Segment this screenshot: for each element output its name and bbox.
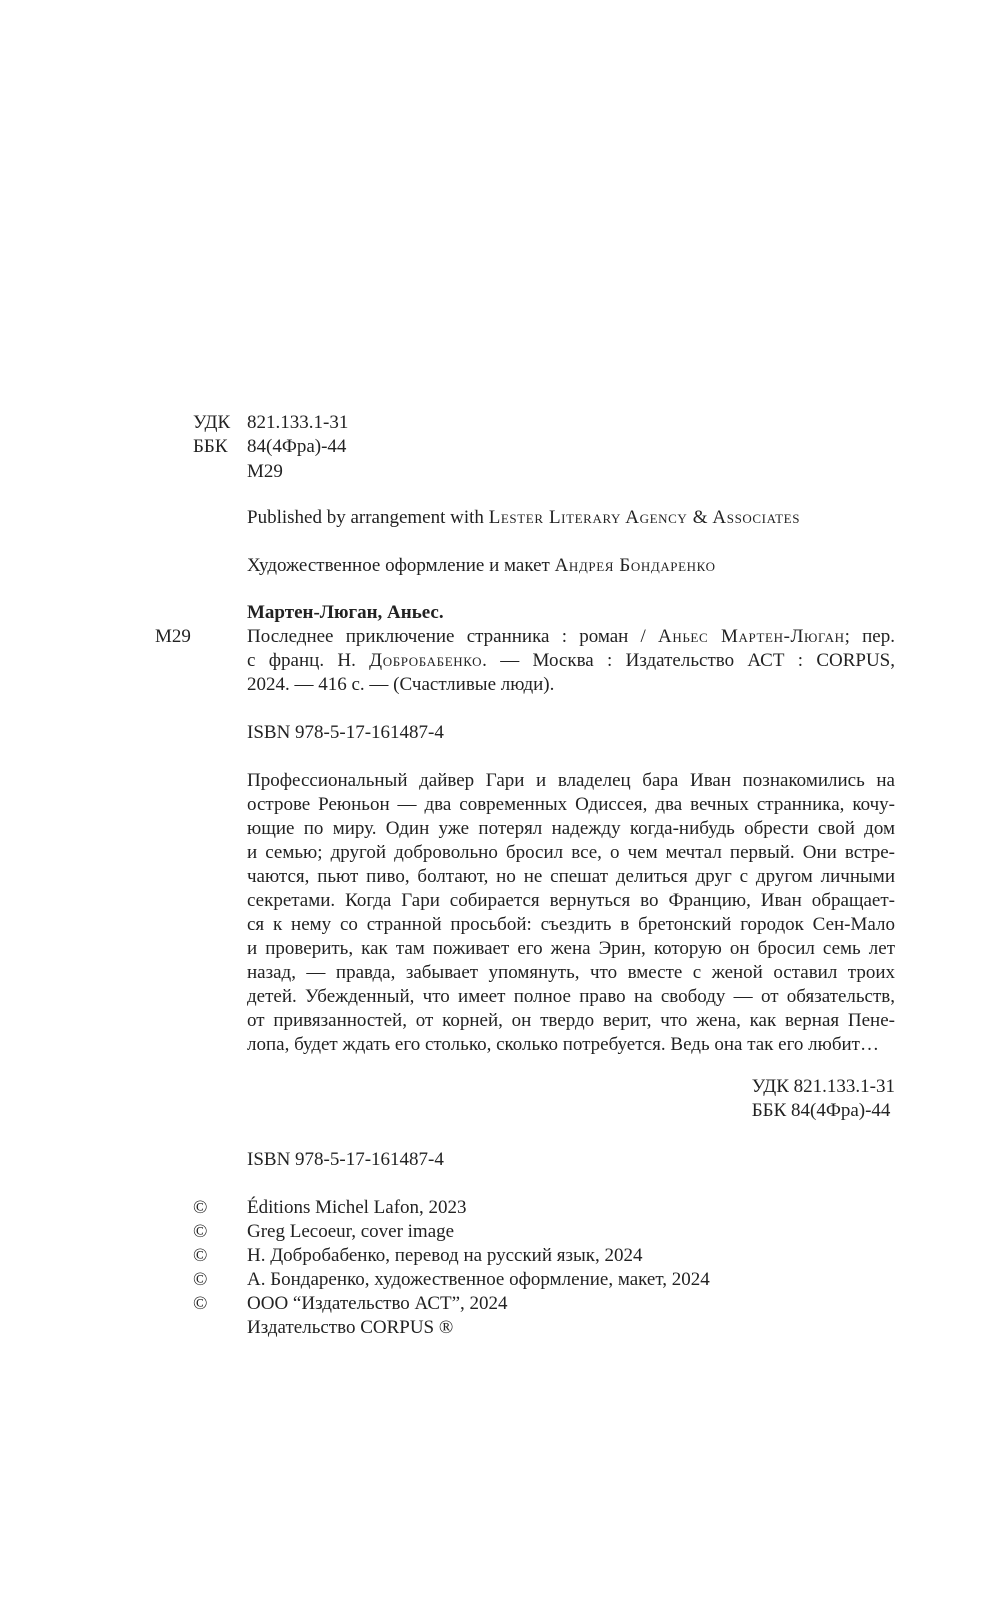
isbn-bottom: ISBN 978-5-17-161487-4 bbox=[247, 1149, 444, 1170]
bibliography-line-1: Последнее приключение странника : роман / Аньес Мартен-Люган; пер. bbox=[247, 626, 895, 647]
copyright-symbol: © bbox=[193, 1293, 208, 1314]
udk-label: УДК bbox=[193, 412, 231, 433]
annotation-line: ющие по миру. Один уже потерял надежду когда-нибудь обрести свой дом bbox=[247, 818, 895, 839]
annotation-line: назад, — правда, забывает упомянуть, что вместе с женой оставил троих bbox=[247, 962, 895, 983]
codes-bottom bbox=[752, 1075, 895, 1123]
bibliography-line-3: 2024. — 416 с. — (Счастливые люди). bbox=[247, 674, 555, 695]
annotation-line: секретами. Когда Гари собирается вернуться во Францию, Иван обращает- bbox=[247, 890, 895, 911]
copyright-symbol: © bbox=[193, 1197, 208, 1218]
annotation-line: детей. Убежденный, что имеет полное право на свободу — от обязательств, bbox=[247, 986, 895, 1007]
bbk-bottom: ББК 84(4Фра)-44 bbox=[751, 1100, 891, 1121]
copyright-item: А. Бондаренко, художественное оформление, макет, 2024 bbox=[247, 1269, 710, 1290]
bibliography-line-2: с франц. Н. Добробабенко. — Москва : Издательство АСТ : CORPUS, bbox=[247, 650, 896, 671]
bbk-value: 84(4Фра)-44 bbox=[247, 436, 347, 457]
annotation-line: чаются, пьют пиво, болтают, но не спешат делиться друг с другом личными bbox=[247, 866, 895, 887]
bibliography-record bbox=[247, 625, 895, 697]
isbn-top: ISBN 978-5-17-161487-4 bbox=[247, 722, 444, 743]
copyright-symbol: © bbox=[193, 1269, 208, 1290]
design-designer: Андрея Бондаренко bbox=[554, 555, 716, 576]
bibliography-translator: Добробабенко bbox=[369, 650, 483, 671]
udk-value: 821.133.1-31 bbox=[247, 412, 349, 433]
copyright-item: ООО “Издательство АСТ”, 2024 bbox=[247, 1293, 508, 1314]
publisher-line: Издательство CORPUS ® bbox=[247, 1317, 454, 1338]
annotation-line: ся к нему со странной просьбой: съездить в бретонский городок Сен-Мало bbox=[247, 914, 895, 935]
copyright-item: Éditions Michel Lafon, 2023 bbox=[247, 1197, 467, 1218]
design-credit bbox=[247, 554, 895, 578]
rights-agency: Lester Literary Agency & Associates bbox=[488, 507, 801, 528]
copyright-item: Greg Lecoeur, cover image bbox=[247, 1221, 455, 1242]
copyright-item: Н. Добробабенко, перевод на русский язык, 2024 bbox=[247, 1245, 643, 1266]
annotation-line: и проверить, как там поживает его жена Эрин, которую он бросил семь лет bbox=[247, 938, 895, 959]
annotation-line: от привязанностей, от корней, он твердо верит, что жена, как верная Пене- bbox=[247, 1010, 895, 1031]
annotation-line: острове Реюньон — два современных Одиссея, два вечных странника, кочу- bbox=[247, 794, 895, 815]
annotation-line: Профессиональный дайвер Гари и владелец бара Иван познакомились на bbox=[247, 770, 895, 791]
annotation-line: и семью; другой добровольно бросил все, о чем мечтал первый. Они встре- bbox=[247, 842, 895, 863]
annotation bbox=[247, 769, 895, 1057]
rights-prefix: Published by arrangement with bbox=[247, 507, 489, 528]
copyright-symbol: © bbox=[193, 1245, 208, 1266]
design-prefix: Художественное оформление и макет bbox=[247, 555, 555, 576]
annotation-line: лопа, будет ждать его столько, сколько потребуется. Ведь она так его любит… bbox=[247, 1034, 879, 1055]
bbk-label: ББК bbox=[193, 436, 228, 457]
bibliography-margin-mark: М29 bbox=[155, 626, 191, 647]
bibliography-author: Аньес Мартен-Люган bbox=[658, 626, 845, 647]
udk-bottom: УДК 821.133.1-31 bbox=[751, 1076, 895, 1097]
author-heading: Мартен-Люган, Аньес. bbox=[247, 602, 444, 623]
rights-line bbox=[247, 506, 895, 530]
copyright-symbol: © bbox=[193, 1221, 208, 1242]
author-mark: М29 bbox=[247, 461, 283, 482]
